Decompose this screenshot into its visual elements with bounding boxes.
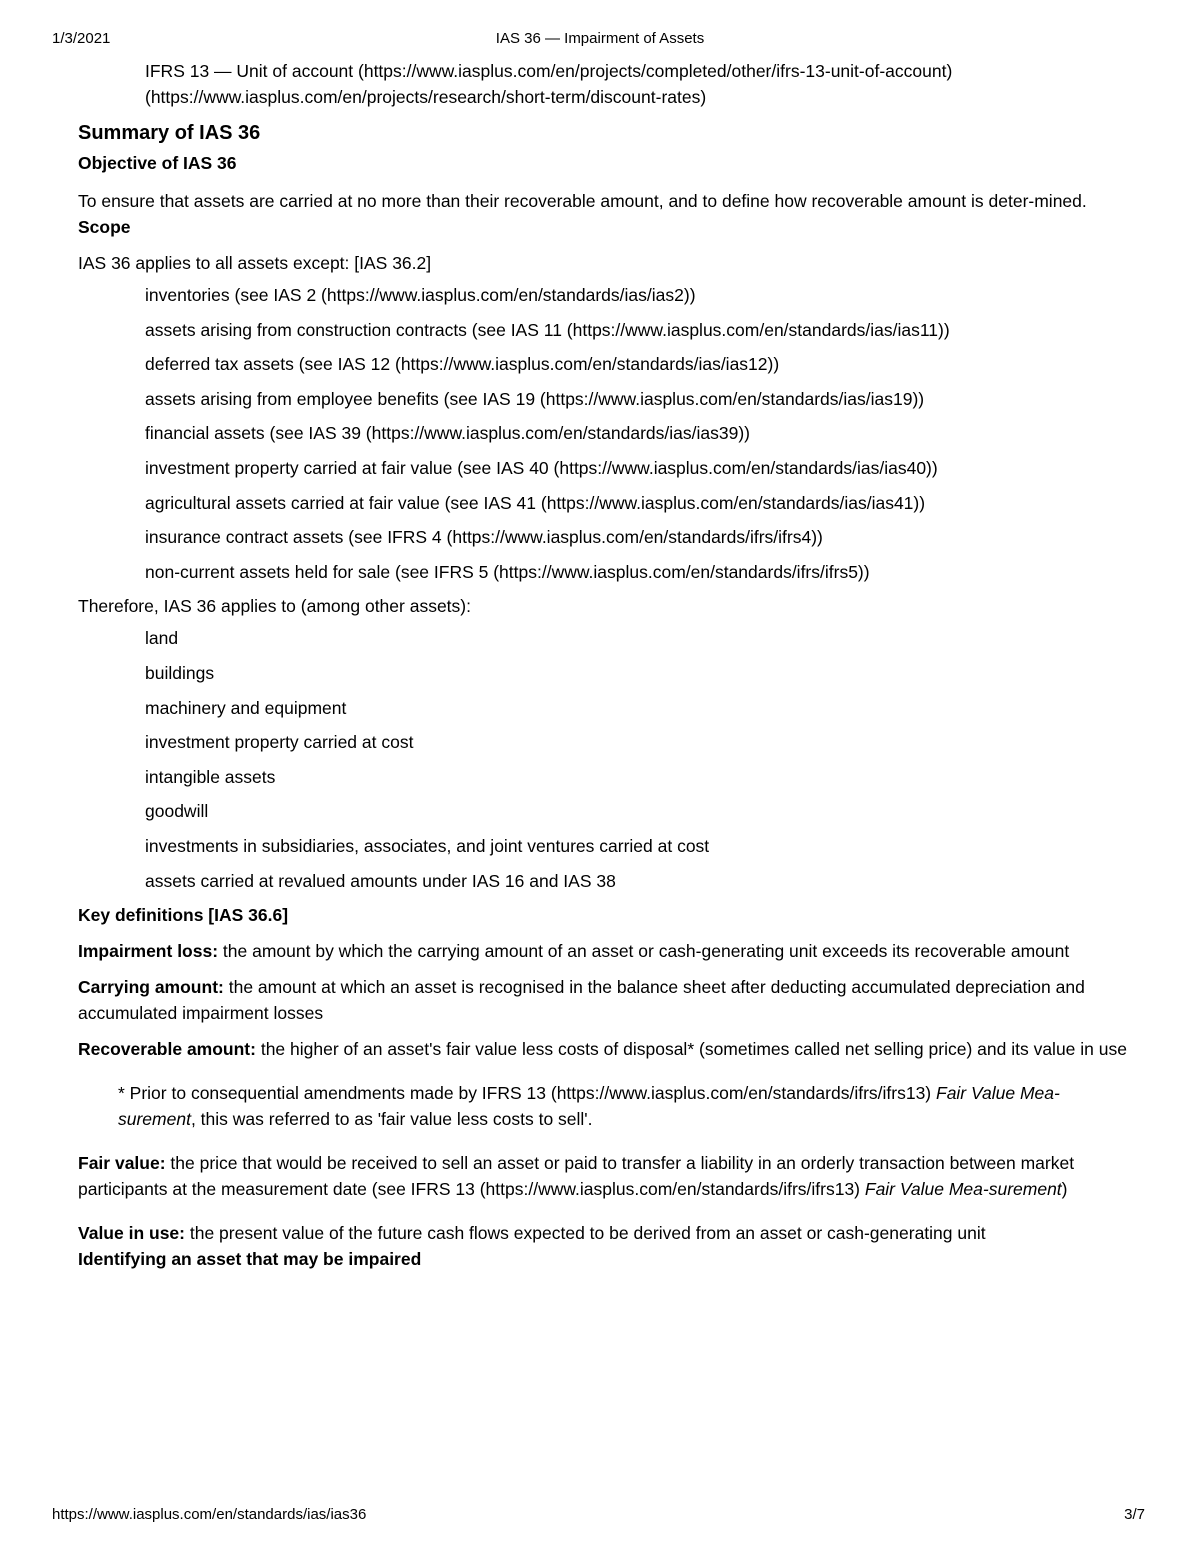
summary-heading: Summary of IAS 36: [78, 122, 261, 144]
list-item: non-current assets held for sale (see IFRS 5 (https://www.iasplus.com/en/standards/ifrs/ifrs5)): [145, 561, 870, 582]
definition-carrying-amount: [78, 974, 1128, 1026]
list-item: insurance contract assets (see IFRS 4 (https://www.iasplus.com/en/standards/ifrs/ifrs4)): [145, 527, 823, 548]
definition-text: the higher of an asset's fair value less costs of disposal* (sometimes called net selling price) and its value in use: [255, 1039, 1127, 1060]
key-definitions-heading: Key definitions [IAS 36.6]: [78, 905, 289, 926]
list-item: intangible assets: [145, 766, 276, 787]
list-item: investment property carried at fair value (see IAS 40 (https://www.iasplus.com/en/standards/ias/ias40)): [145, 457, 938, 478]
definition-italic: Fair Value Mea-surement: [864, 1179, 1062, 1200]
reference-links: [78, 58, 1128, 110]
scope-exceptions-list: [78, 282, 1128, 585]
header-title: IAS 36 — Impairment of Assets: [495, 30, 705, 47]
therefore-text: Therefore, IAS 36 applies to (among other assets):: [78, 596, 471, 617]
ref-link-discount-rates[interactable]: (https://www.iasplus.com/en/projects/research/short-term/discount-rates): [145, 87, 707, 107]
ref-link-ifrs13-unit[interactable]: IFRS 13 — Unit of account (https://www.iasplus.com/en/projects/completed/other/ifrs-13-unit-of-account): [145, 61, 953, 81]
definition-term: Impairment loss:: [78, 941, 219, 962]
list-item: financial assets (see IAS 39 (https://www.iasplus.com/en/standards/ias/ias39)): [145, 423, 750, 444]
definition-text-end: ): [1061, 1179, 1068, 1200]
objective-heading: Objective of IAS 36: [78, 153, 237, 173]
list-item: goodwill: [145, 801, 209, 822]
document-body: [78, 58, 1128, 1272]
list-item: machinery and equipment: [145, 697, 347, 718]
definition-term: Recoverable amount:: [78, 1039, 256, 1060]
definition-text: the present value of the future cash flows expected to be derived from an asset or cash-generating unit: [184, 1223, 986, 1244]
header-date: 1/3/2021: [52, 30, 111, 47]
list-item: deferred tax assets (see IAS 12 (https://www.iasplus.com/en/standards/ias/ias12)): [145, 354, 780, 375]
definition-text: the amount by which the carrying amount of an asset or cash-generating unit exceeds its recoverable amount: [218, 941, 1070, 962]
definition-impairment-loss: [78, 938, 1128, 964]
footnote-text: * Prior to consequential amendments made by IFRS 13 (https://www.iasplus.com/en/standards/ifrs/ifrs13): [118, 1083, 936, 1104]
definition-fair-value: [78, 1150, 1128, 1202]
definition-term: Fair value:: [78, 1153, 166, 1174]
list-item: assets arising from employee benefits (see IAS 19 (https://www.iasplus.com/en/standards/ias/ias19)): [145, 388, 925, 409]
list-item: land: [145, 628, 179, 649]
list-item: investment property carried at cost: [145, 732, 414, 753]
footnote-italic: Fair Value Mea-surement: [118, 1083, 1060, 1130]
list-item: investments in subsidiaries, associates, and joint ventures carried at cost: [145, 835, 710, 856]
footnote-text-end: , this was referred to as 'fair value less costs to sell'.: [190, 1109, 593, 1130]
list-item: assets carried at revalued amounts under IAS 16 and IAS 38: [145, 870, 616, 891]
definition-term: Carrying amount:: [78, 977, 224, 998]
scope-heading: Scope: [78, 217, 131, 237]
list-item: buildings: [145, 662, 215, 683]
definition-term: Value in use:: [78, 1223, 185, 1244]
footer-page-number: 3/7: [1124, 1506, 1145, 1523]
definition-text: the price that would be received to sell an asset or paid to transfer a liability in an orderly transaction between market participants at the measurement date (see IFRS 13 (https://www.iasplus.com/en/standards/ifrs/ifrs13): [78, 1153, 1075, 1200]
identifying-heading: Identifying an asset that may be impaired: [78, 1249, 422, 1270]
definition-recoverable-amount: [78, 1036, 1128, 1062]
definition-value-in-use: [78, 1220, 1128, 1246]
scope-intro: IAS 36 applies to all assets except: [IAS 36.2]: [78, 253, 432, 273]
definition-text: the amount at which an asset is recognised in the balance sheet after deducting accumulated depreciation and accumulated impairment losses: [78, 977, 1085, 1024]
scope-applies-list: [78, 625, 1128, 893]
recoverable-footnote: [78, 1080, 1128, 1132]
footer-url[interactable]: https://www.iasplus.com/en/standards/ias/ias36: [52, 1506, 367, 1523]
objective-text: To ensure that assets are carried at no more than their recoverable amount, and to define how recoverable amount is deter-mined.: [78, 191, 1087, 211]
list-item: agricultural assets carried at fair value (see IAS 41 (https://www.iasplus.com/en/standards/ias/ias41)): [145, 492, 926, 513]
list-item: assets arising from construction contracts (see IAS 11 (https://www.iasplus.com/en/standards/ias/ias11)): [145, 319, 950, 340]
list-item: inventories (see IAS 2 (https://www.iasplus.com/en/standards/ias/ias2)): [145, 285, 696, 305]
